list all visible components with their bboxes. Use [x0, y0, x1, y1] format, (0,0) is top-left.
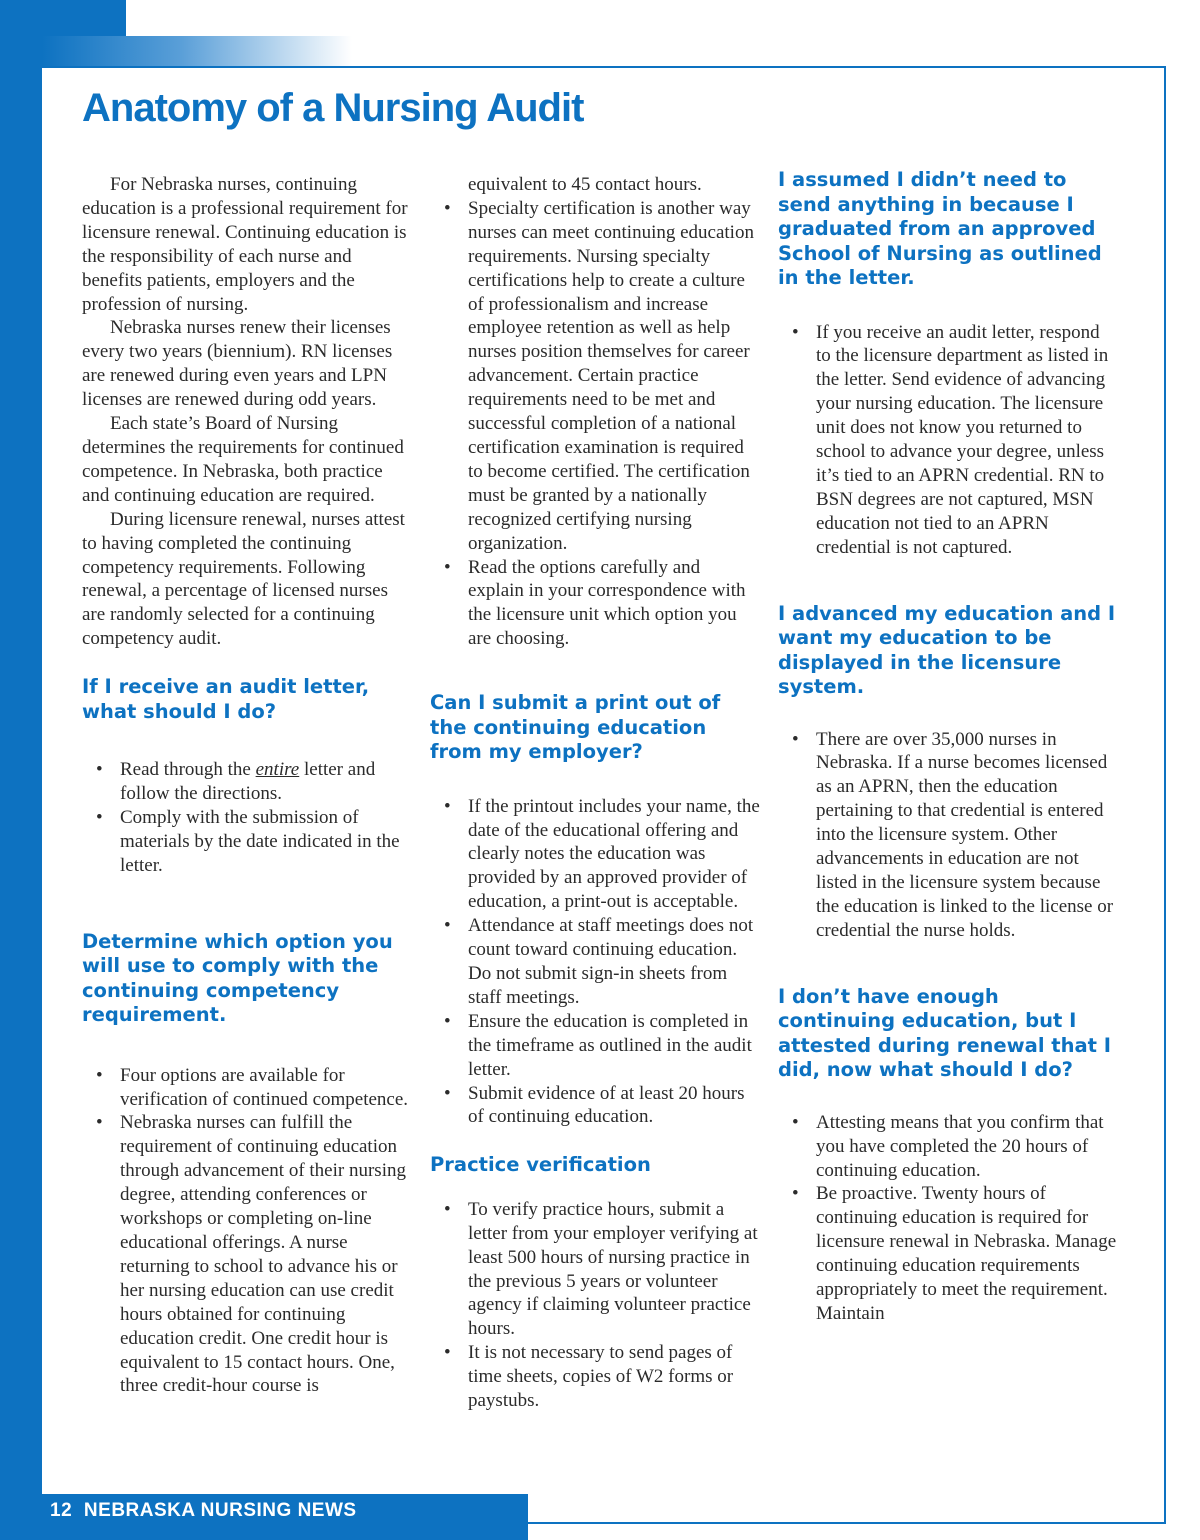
heading-not-enough-ce: I don’t have enough continuing education, but I attested during renewal that I did, now what should I do? [778, 984, 1112, 1082]
list-item: • Nebraska nurses can fulfill the requirement of continuing education through advancement of their nursing degree, attending conferences or workshops or completing on-line educational offerings. A nurse returning to school to advance his or her nursing education can use credit hours obtained for continuing education credit. One credit hour is equivalent to 15 contact hours. One, three credit-hour course is [120, 1111, 412, 1398]
options-list-continued [430, 197, 760, 651]
intro-paragraph-1: For Nebraska nurses, continuing education is a professional requirement for licensure renewal. Continuing education is the responsibility of each nurse and benefits patients, employers and the profession of nursing. [82, 174, 408, 315]
audit-letter-list [82, 758, 412, 878]
heading-print-out: Can I submit a print out of the continuing education from my employer? [430, 691, 721, 764]
column-2 [430, 173, 760, 1413]
list-item: • Four options are available for verification of continued competence. [120, 1064, 412, 1112]
page-title: Anatomy of a Nursing Audit [82, 86, 584, 130]
heading-advanced-education: I advanced my education and I want my education to be displayed in the licensure system. [778, 601, 1116, 699]
heading-practice-verification: Practice verification [430, 1153, 651, 1177]
column-1 [82, 173, 412, 1398]
list-item: • If you receive an audit letter, respond to the licensure department as listed in the letter. Send evidence of advancing your nursing education. The licensure unit does not know you returned to school to advance your degree, unless it’s tied to an APRN credential. RN to BSN degrees are not captured, MSN education not tied to an APRN credential is not captured. [816, 321, 1118, 560]
list-item: • It is not necessary to send pages of time sheets, copies of W2 forms or paystubs. [468, 1341, 760, 1413]
practice-verification-list [430, 1198, 760, 1413]
list-item: • Be proactive. Twenty hours of continuing education is required for licensure renewal in Nebraska. Manage continuing education requirements appropriately to meet the requirement. Maintain [816, 1182, 1118, 1325]
intro-paragraph-4: During licensure renewal, nurses attest to having completed the continuing competency requirements. Following renewal, a percentage of licensed nurses are randomly selected for a continuing competency audit. [82, 508, 405, 650]
list-item: • Comply with the submission of materials by the date indicated in the letter. [120, 806, 412, 878]
header-gradient-bar [42, 36, 352, 66]
list-item: • Attendance at staff meetings does not count toward continuing education. Do not submit sign-in sheets from staff meetings. [468, 914, 760, 1010]
not-enough-ce-list [778, 1111, 1118, 1326]
intro-paragraph-3: Each state’s Board of Nursing determines the requirements for continued competence. In Nebraska, both practice and continuing education are required. [82, 413, 404, 506]
heading-assumed: I assumed I didn’t need to send anything in because I graduated from an approved School of Nursing as outlined in the letter. [778, 168, 1102, 289]
footer [50, 1500, 357, 1522]
intro-paragraph-2: Nebraska nurses renew their licenses every two years (biennium). RN licenses are renewed during even years and LPN licenses are renewed during odd years. [82, 317, 393, 411]
print-out-list [430, 795, 760, 1130]
list-item: • Specialty certification is another way nurses can meet continuing education requirements. Nursing specialty certifications help to create a culture of professionalism and increase employee retention as well as help nurses position themselves for career advancement. Certain practice requirements need to be met and successful completion of a national certification examination is required to become certified. The certification must be granted by a nationally recognized certifying nursing organization. [468, 197, 760, 556]
list-item: • Read the options carefully and explain in your correspondence with the licensure unit which option you are choosing. [468, 556, 760, 652]
left-accent-stripe [0, 0, 42, 1540]
list-item: • Ensure the education is completed in the timeframe as outlined in the audit letter. [468, 1010, 760, 1082]
continued-text: equivalent to 45 contact hours. [468, 174, 702, 195]
list-item: • Attesting means that you confirm that you have completed the 20 hours of continuing education. [816, 1111, 1118, 1183]
list-item: • To verify practice hours, submit a letter from your employer verifying at least 500 hours of nursing practice in the previous 5 years or volunteer agency if claiming volunteer practice hours. [468, 1198, 760, 1341]
list-item: • If the printout includes your name, the date of the educational offering and clearly notes the education was provided by an approved provider of education, a print-out is acceptable. [468, 795, 760, 915]
column-3 [778, 168, 1118, 1326]
page-number: 12 [50, 1500, 73, 1521]
list-item: • There are over 35,000 nurses in Nebraska. If a nurse becomes licensed as an APRN, then the education pertaining to that credential is entered into the licensure system. Other advancements in education are not listed in the licensure system because the education is linked to the license or credential the nurse holds. [816, 728, 1118, 943]
publication-name: NEBRASKA NURSING NEWS [83, 1500, 357, 1521]
list-item: • Submit evidence of at least 20 hours of continuing education. [468, 1082, 760, 1130]
corner-accent-block [0, 0, 126, 40]
emphasis-entire: entire [255, 759, 300, 781]
options-list [82, 1064, 412, 1399]
list-item: • Read through the entire letter and follow the directions. [120, 758, 412, 806]
heading-audit-letter: If I receive an audit letter, what should I do? [82, 675, 370, 723]
assumed-list [778, 321, 1118, 560]
heading-determine-option: Determine which option you will use to comply with the continuing competency requirement. [82, 929, 393, 1027]
advanced-education-list [778, 728, 1118, 943]
